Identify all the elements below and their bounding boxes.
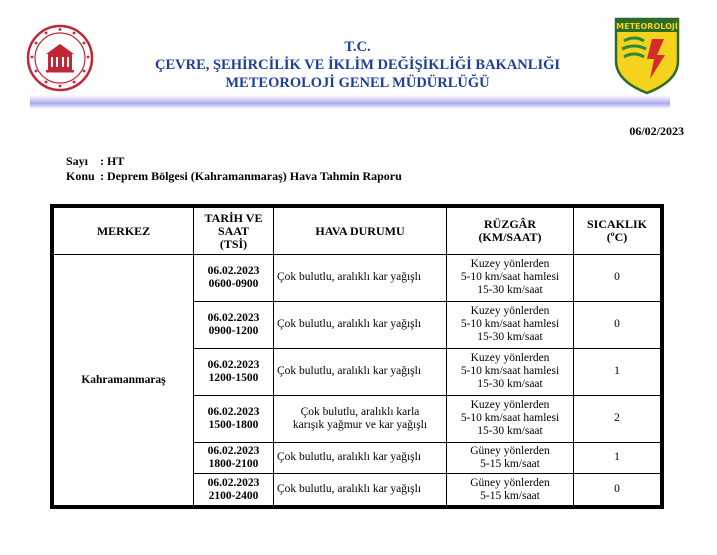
wind-cell: Kuzey yönlerden 5-10 km/saat hamlesi 15-30 km/saat bbox=[447, 301, 574, 348]
forecast-table bbox=[50, 204, 664, 509]
wind-cell: Kuzey yönlerden 5-10 km/saat hamlesi 15-30 km/saat bbox=[447, 395, 574, 442]
header-hava: HAVA DURUMU bbox=[274, 208, 447, 255]
time-cell: 06.02.2023 1500-1800 bbox=[194, 395, 274, 442]
header-ruzgar: RÜZGÂR (KM/SAAT) bbox=[447, 208, 574, 255]
wind-cell: Kuzey yönlerden 5-10 km/saat hamlesi 15-30 km/saat bbox=[447, 348, 574, 395]
time-cell: 06.02.2023 2100-2400 bbox=[194, 474, 274, 506]
meta-sayi-value: : HT bbox=[100, 154, 125, 168]
ministry-emblem-icon bbox=[26, 24, 94, 92]
weather-cell: Çok bulutlu, aralıklı kar yağışlı bbox=[274, 255, 447, 302]
meta-konu-label: Konu bbox=[66, 169, 95, 183]
logo-right-text: METEOROLOJİ bbox=[616, 22, 678, 31]
temperature-cell: 0 bbox=[574, 255, 661, 302]
document-date: 06/02/2023 bbox=[629, 124, 684, 138]
table-header-row bbox=[54, 208, 661, 255]
meteoroloji-logo-icon bbox=[612, 15, 682, 95]
meta-sayi bbox=[66, 154, 124, 169]
meta-sayi-label: Sayı bbox=[66, 154, 89, 168]
weather-cell: Çok bulutlu, aralıklı kar yağışlı bbox=[274, 348, 447, 395]
time-cell: 06.02.2023 1800-2100 bbox=[194, 442, 274, 474]
header-line-tc: T.C. bbox=[344, 39, 371, 55]
header-line-directorate: METEOROLOJİ GENEL MÜDÜRLÜĞÜ bbox=[225, 75, 490, 91]
header-tarih: TARİH VE SAAT (TSİ) bbox=[194, 208, 274, 255]
temperature-cell: 0 bbox=[574, 474, 661, 506]
wind-cell: Güney yönlerden 5-15 km/saat bbox=[447, 442, 574, 474]
weather-cell: Çok bulutlu, aralıklı kar yağışlı bbox=[274, 442, 447, 474]
weather-cell: Çok bulutlu, aralıklı kar yağışlı bbox=[274, 301, 447, 348]
time-cell: 06.02.2023 0600-0900 bbox=[194, 255, 274, 302]
temperature-cell: 0 bbox=[574, 301, 661, 348]
weather-cell: Çok bulutlu, aralıklı karla karışık yağmur ve kar yağışlı bbox=[274, 395, 447, 442]
temperature-cell: 1 bbox=[574, 442, 661, 474]
header-line-ministry: ÇEVRE, ŞEHİRCİLİK VE İKLİM DEĞİŞİKLİĞİ BAKANLIĞI bbox=[154, 57, 561, 73]
temperature-cell: 2 bbox=[574, 395, 661, 442]
meta-konu bbox=[66, 169, 402, 184]
temperature-cell: 1 bbox=[574, 348, 661, 395]
header-merkez: MERKEZ bbox=[54, 208, 194, 255]
center-cell: Kahramanmaraş bbox=[54, 255, 194, 506]
weather-cell: Çok bulutlu, aralıklı kar yağışlı bbox=[274, 474, 447, 506]
header-sicaklik: SICAKLIK (ºC) bbox=[574, 208, 661, 255]
time-cell: 06.02.2023 1200-1500 bbox=[194, 348, 274, 395]
header-divider-band bbox=[30, 95, 670, 109]
wind-cell: Kuzey yönlerden 5-10 km/saat hamlesi 15-30 km/saat bbox=[447, 255, 574, 302]
wind-cell: Güney yönlerden 5-15 km/saat bbox=[447, 474, 574, 506]
time-cell: 06.02.2023 0900-1200 bbox=[194, 301, 274, 348]
meta-konu-value: : Deprem Bölgesi (Kahramanmaraş) Hava Tahmin Raporu bbox=[100, 169, 402, 183]
table-row bbox=[54, 255, 661, 302]
